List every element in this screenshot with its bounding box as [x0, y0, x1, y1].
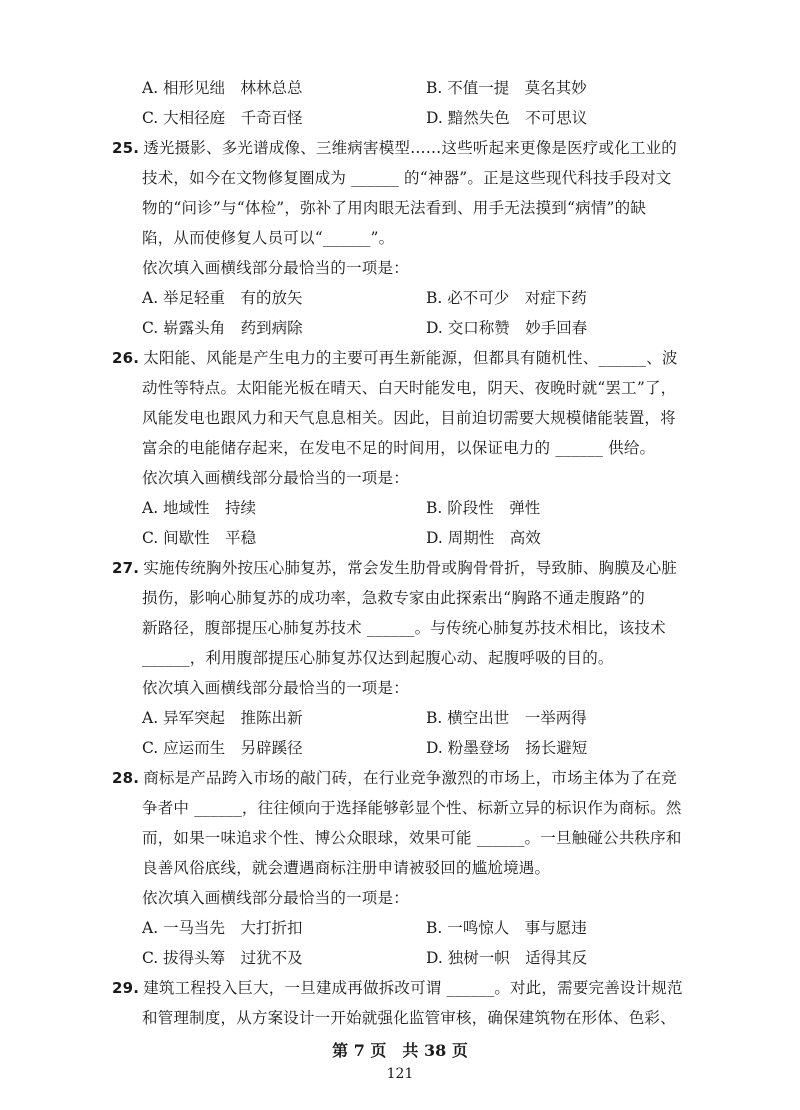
q28-line-3: 而，如果一味追求个性、博公众眼球，效果可能 ______。一旦触碰公共秩序和	[142, 829, 682, 847]
q27-line-1	[112, 553, 677, 583]
q28-prompt: 依次填入画横线部分最恰当的一项是：	[142, 889, 409, 907]
page-indicator: 第 7 页 共 38 页	[332, 1041, 468, 1060]
q25-number: 25.	[112, 139, 140, 157]
q28-option-b: B. 一鸣惊人 事与愿违	[426, 919, 587, 937]
q28-line-1	[112, 763, 677, 793]
q25-option-d: D. 交口称赞 妙手回春	[426, 319, 588, 337]
q29-line-1	[112, 973, 683, 1003]
q29-line-2: 和管理制度，从方案设计一开始就强化监管审核，确保建筑物在形体、色彩、	[142, 1009, 676, 1027]
q26-option-b: B. 阶段性 弹性	[426, 499, 541, 517]
q28-text: 商标是产品跨入市场的敲门砖，在行业竞争激烈的市场上，市场主体为了在竞	[143, 769, 677, 787]
q28-option-d: D. 独树一帜 适得其反	[426, 949, 588, 967]
q29-number: 29.	[112, 979, 140, 997]
q24-option-c: C. 大相径庭 千奇百怪	[142, 109, 303, 127]
q28-line-2: 争者中 ______，往往倾向于选择能够彰显个性、标新立异的标识作为商标。然	[142, 799, 682, 817]
q25-option-c: C. 崭露头角 药到病除	[142, 319, 303, 337]
q27-option-d: D. 粉墨登场 扬长避短	[426, 739, 588, 757]
q25-line-4: 陷，从而使修复人员可以“______”。	[142, 229, 395, 247]
q28-option-a: A. 一马当先 大打折扣	[142, 919, 303, 937]
q29-text: 建筑工程投入巨大，一旦建成再做拆改可谓 ______。对此，需要完善设计规范	[143, 979, 683, 997]
q27-option-c: C. 应运而生 另辟蹊径	[142, 739, 303, 757]
q27-prompt: 依次填入画横线部分最恰当的一项是：	[142, 679, 409, 697]
q25-option-b: B. 必不可少 对症下药	[426, 289, 587, 307]
q26-line-3: 风能发电也跟风力和天气息息相关。因此，目前迫切需要大规模储能装置，将	[142, 409, 676, 427]
q28-number: 28.	[112, 769, 140, 787]
page-number: 121	[386, 1066, 414, 1082]
q27-line-4: ______，利用腹部提压心肺复苏仅达到起腹心动、起腹呼吸的目的。	[142, 649, 614, 667]
q28-option-c: C. 拔得头筹 过犹不及	[142, 949, 303, 967]
q27-line-2: 损伤，影响心肺复苏的成功率，急救专家由此探索出“胸路不通走腹路”的	[142, 589, 645, 607]
q27-option-b: B. 横空出世 一举两得	[426, 709, 587, 727]
q25-text: 透光摄影、多光谱成像、三维病害模型……这些听起来更像是医疗或化工业的	[143, 139, 677, 157]
q26-prompt: 依次填入画横线部分最恰当的一项是：	[142, 469, 409, 487]
q26-line-4: 富余的电能储存起来，在发电不足的时间用，以保证电力的 ______ 供给。	[142, 439, 656, 457]
q26-option-d: D. 周期性 高效	[426, 529, 541, 547]
q26-option-a: A. 地域性 持续	[142, 499, 257, 517]
q27-option-a: A. 异军突起 推陈出新	[142, 709, 303, 727]
q25-line-3: 物的“问诊”与“体检”，弥补了用肉眼无法看到、用手无法摸到“病情”的缺	[142, 199, 647, 217]
q25-option-a: A. 举足轻重 有的放矢	[142, 289, 303, 307]
q24-option-a: A. 相形见绌 林林总总	[142, 79, 303, 97]
q25-line-1	[112, 133, 677, 163]
q24-option-b: B. 不值一提 莫名其妙	[426, 79, 587, 97]
q26-line-1	[112, 343, 678, 373]
q27-number: 27.	[112, 559, 140, 577]
q27-line-3: 新路径，腹部提压心肺复苏技术 ______。与传统心肺复苏技术相比，该技术	[142, 619, 666, 637]
q26-number: 26.	[112, 349, 140, 367]
q26-option-c: C. 间歇性 平稳	[142, 529, 257, 547]
q26-line-2: 动性等特点。太阳能光板在晴天、白天时能发电，阴天、夜晚时就“罢工”了，	[142, 379, 677, 397]
q24-option-d: D. 黯然失色 不可思议	[426, 109, 588, 127]
q25-line-2: 技术，如今在文物修复圈成为 ______ 的“神器”。正是这些现代科技手段对文	[142, 169, 672, 187]
q28-line-4: 良善风俗底线，就会遭遇商标注册申请被驳回的尴尬境遇。	[142, 859, 551, 877]
q27-text: 实施传统胸外按压心肺复苏，常会发生肋骨或胸骨骨折，导致肺、胸膜及心脏	[143, 559, 677, 577]
q25-prompt: 依次填入画横线部分最恰当的一项是：	[142, 259, 409, 277]
q26-text: 太阳能、风能是产生电力的主要可再生新能源，但都具有随机性、______、波	[143, 349, 678, 367]
